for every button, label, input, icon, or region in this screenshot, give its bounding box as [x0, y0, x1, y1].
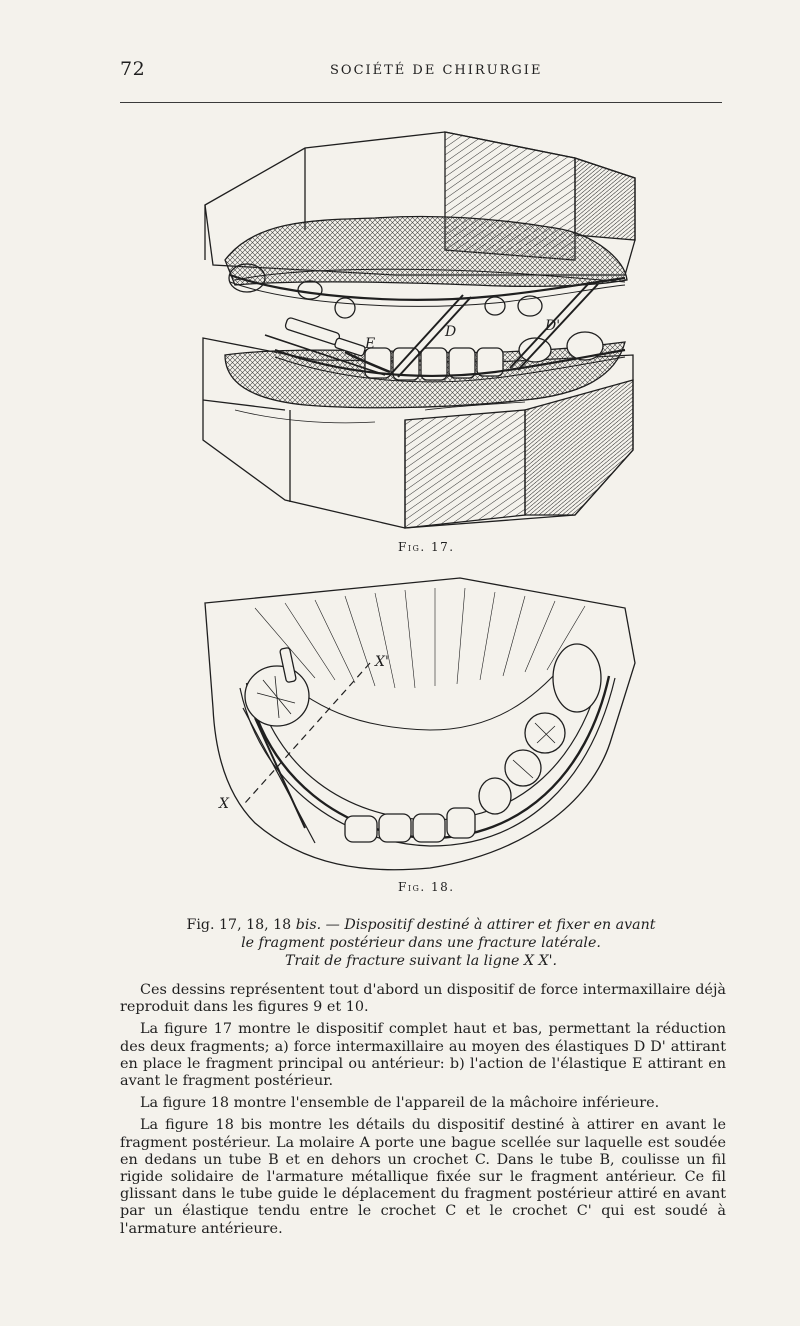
figure-legend: [120, 916, 722, 970]
legend-line-1-rest: — Dispositif destiné à attirer et fixer en avant: [321, 917, 656, 933]
body-text: [120, 982, 726, 1238]
figure-18-drawing: [195, 568, 655, 876]
legend-bis: bis.: [295, 917, 322, 933]
legend-prefix: Fig. 17, 18, 18: [186, 917, 296, 933]
figure-17-illustration: [195, 110, 655, 535]
paragraph: La figure 18 montre l'ensemble de l'appareil de la mâchoire inférieure.: [140, 1095, 660, 1112]
page-header: [120, 58, 720, 94]
figure-18-illustration: [195, 568, 655, 876]
legend-line-2: le fragment postérieur dans une fracture latérale.: [241, 935, 601, 951]
figure-18-label-x: X: [219, 796, 229, 812]
page-number: 72: [120, 58, 146, 80]
header-rule: [120, 102, 722, 103]
legend-line-1: [120, 916, 722, 934]
running-head: SOCIÉTÉ DE CHIRURGIE: [330, 63, 543, 78]
figure-17-caption: Fig. 17.: [398, 540, 455, 554]
paragraph: La figure 17 montre le dispositif complet haut et bas, permettant la réduction des deux fragments; a) force intermaxillaire au moyen des élastiques D D' attirant en place le fragment principal ou antérieur: b) l'action de l'élastique E attirant en avant le fragment postérieur.: [120, 1021, 726, 1090]
figure-17-label-d-prime: D': [545, 318, 561, 334]
paragraph: La figure 18 bis montre les détails du dispositif destiné à attirer en avant le fragment postérieur. La molaire A porte une bague scellée sur laquelle est soudée en dedans un tube B et en dehors un crochet C. Dans le tube B, coulisse un fil rigide solidaire de l'armature métallique fixée sur le fragment antérieur. Ce fil glissant dans le tube guide le déplacement du fragment postérieur attiré en avant par un élastique tendu entre le crochet C et le crochet C' qui est soudé à l'armature antérieure.: [120, 1117, 726, 1237]
figure-17-drawing: [195, 110, 655, 535]
figure-17-label-e: E: [365, 336, 376, 352]
legend-line-3: Trait de fracture suivant la ligne X X'.: [284, 953, 557, 969]
paragraph: Ces dessins représentent tout d'abord un dispositif de force intermaxillaire déjà reproduit dans les figures 9 et 10.: [120, 982, 726, 1016]
figure-18-label-x-prime: X': [375, 654, 389, 670]
figure-17-label-d: D: [445, 324, 457, 340]
figure-18-caption: Fig. 18.: [398, 880, 455, 894]
